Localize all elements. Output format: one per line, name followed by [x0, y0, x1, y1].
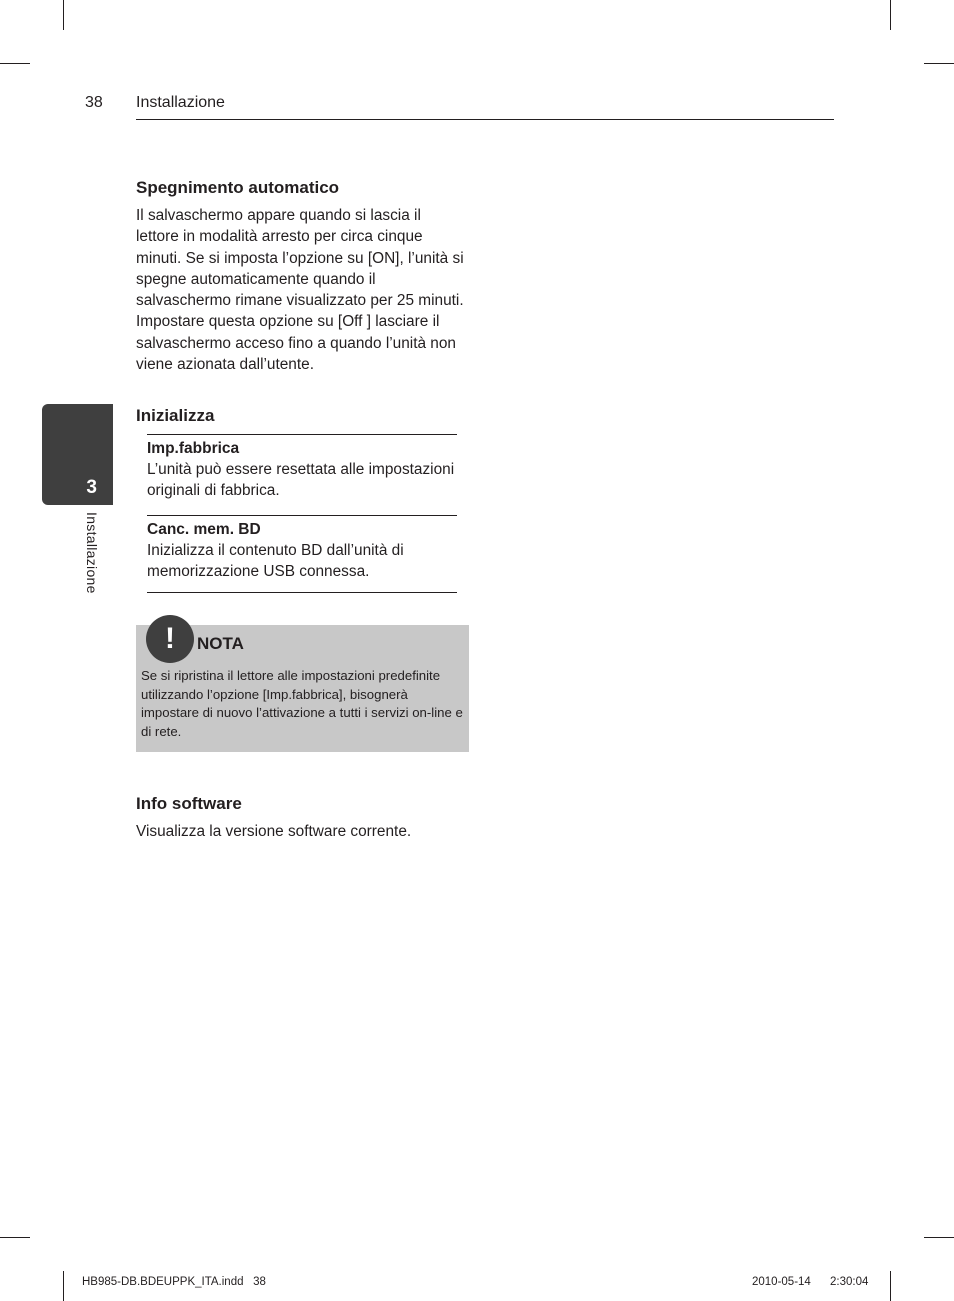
crop-mark	[890, 0, 891, 30]
header-divider	[136, 119, 834, 120]
footer-file-info: HB985-DB.BDEUPPK_ITA.indd 38	[82, 1276, 266, 1288]
crop-mark	[0, 1237, 30, 1238]
crop-mark	[63, 1271, 64, 1301]
section-title-software-info: Info software	[136, 794, 242, 813]
chapter-tab	[42, 404, 113, 505]
option-description: Inizializza il contenuto BD dall’unità di memorizzazione USB connessa.	[147, 542, 404, 581]
crop-mark	[924, 63, 954, 64]
crop-mark	[924, 1237, 954, 1238]
note-title: NOTA	[197, 634, 244, 653]
option-factory-reset	[147, 434, 457, 502]
option-divider	[147, 592, 457, 593]
chapter-number: 3	[86, 477, 97, 498]
crop-mark	[0, 63, 30, 64]
option-clear-bd-memory	[147, 515, 457, 583]
running-head: Installazione	[136, 94, 225, 111]
note-text: Se si ripristina il lettore alle impostazioni predefinite utilizzando l’opzione [Imp.fabbrica], bisognerà impostare di nuovo l’attivazione a tutti i servizi on-line e di rete.	[141, 668, 463, 739]
section-body-software-info: Visualizza la versione software corrente.	[136, 823, 412, 840]
section-body-auto-off: Il salvaschermo appare quando si lascia il lettore in modalità arresto per circa cinque minuti. Se si imposta l’opzione su [ON], l’unità si spegne automaticamente quando il salvaschermo rimane visualizzato per 25 minuti. Impostare questa opzione su [Off ] lasciare il salvaschermo acceso fino a quando l’unità non viene azionata dall’utente.	[136, 207, 464, 374]
footer-timestamp: 2010-05-14 2:30:04	[752, 1276, 869, 1288]
exclamation-icon: !	[146, 615, 194, 663]
page-number: 38	[85, 94, 103, 111]
option-list-end	[147, 592, 457, 593]
option-divider	[147, 515, 457, 516]
option-divider	[147, 434, 457, 435]
chapter-label: Installazione	[84, 512, 100, 594]
option-description: L’unità può essere resettata alle impostazioni originali di fabbrica.	[147, 461, 455, 500]
option-title: Imp.fabbrica	[147, 440, 240, 457]
crop-mark	[890, 1271, 891, 1301]
crop-mark	[63, 0, 64, 30]
option-title: Canc. mem. BD	[147, 521, 261, 538]
note-box	[136, 622, 469, 752]
section-title-initialize: Inizializza	[136, 406, 215, 425]
section-title-auto-off: Spegnimento automatico	[136, 178, 340, 197]
